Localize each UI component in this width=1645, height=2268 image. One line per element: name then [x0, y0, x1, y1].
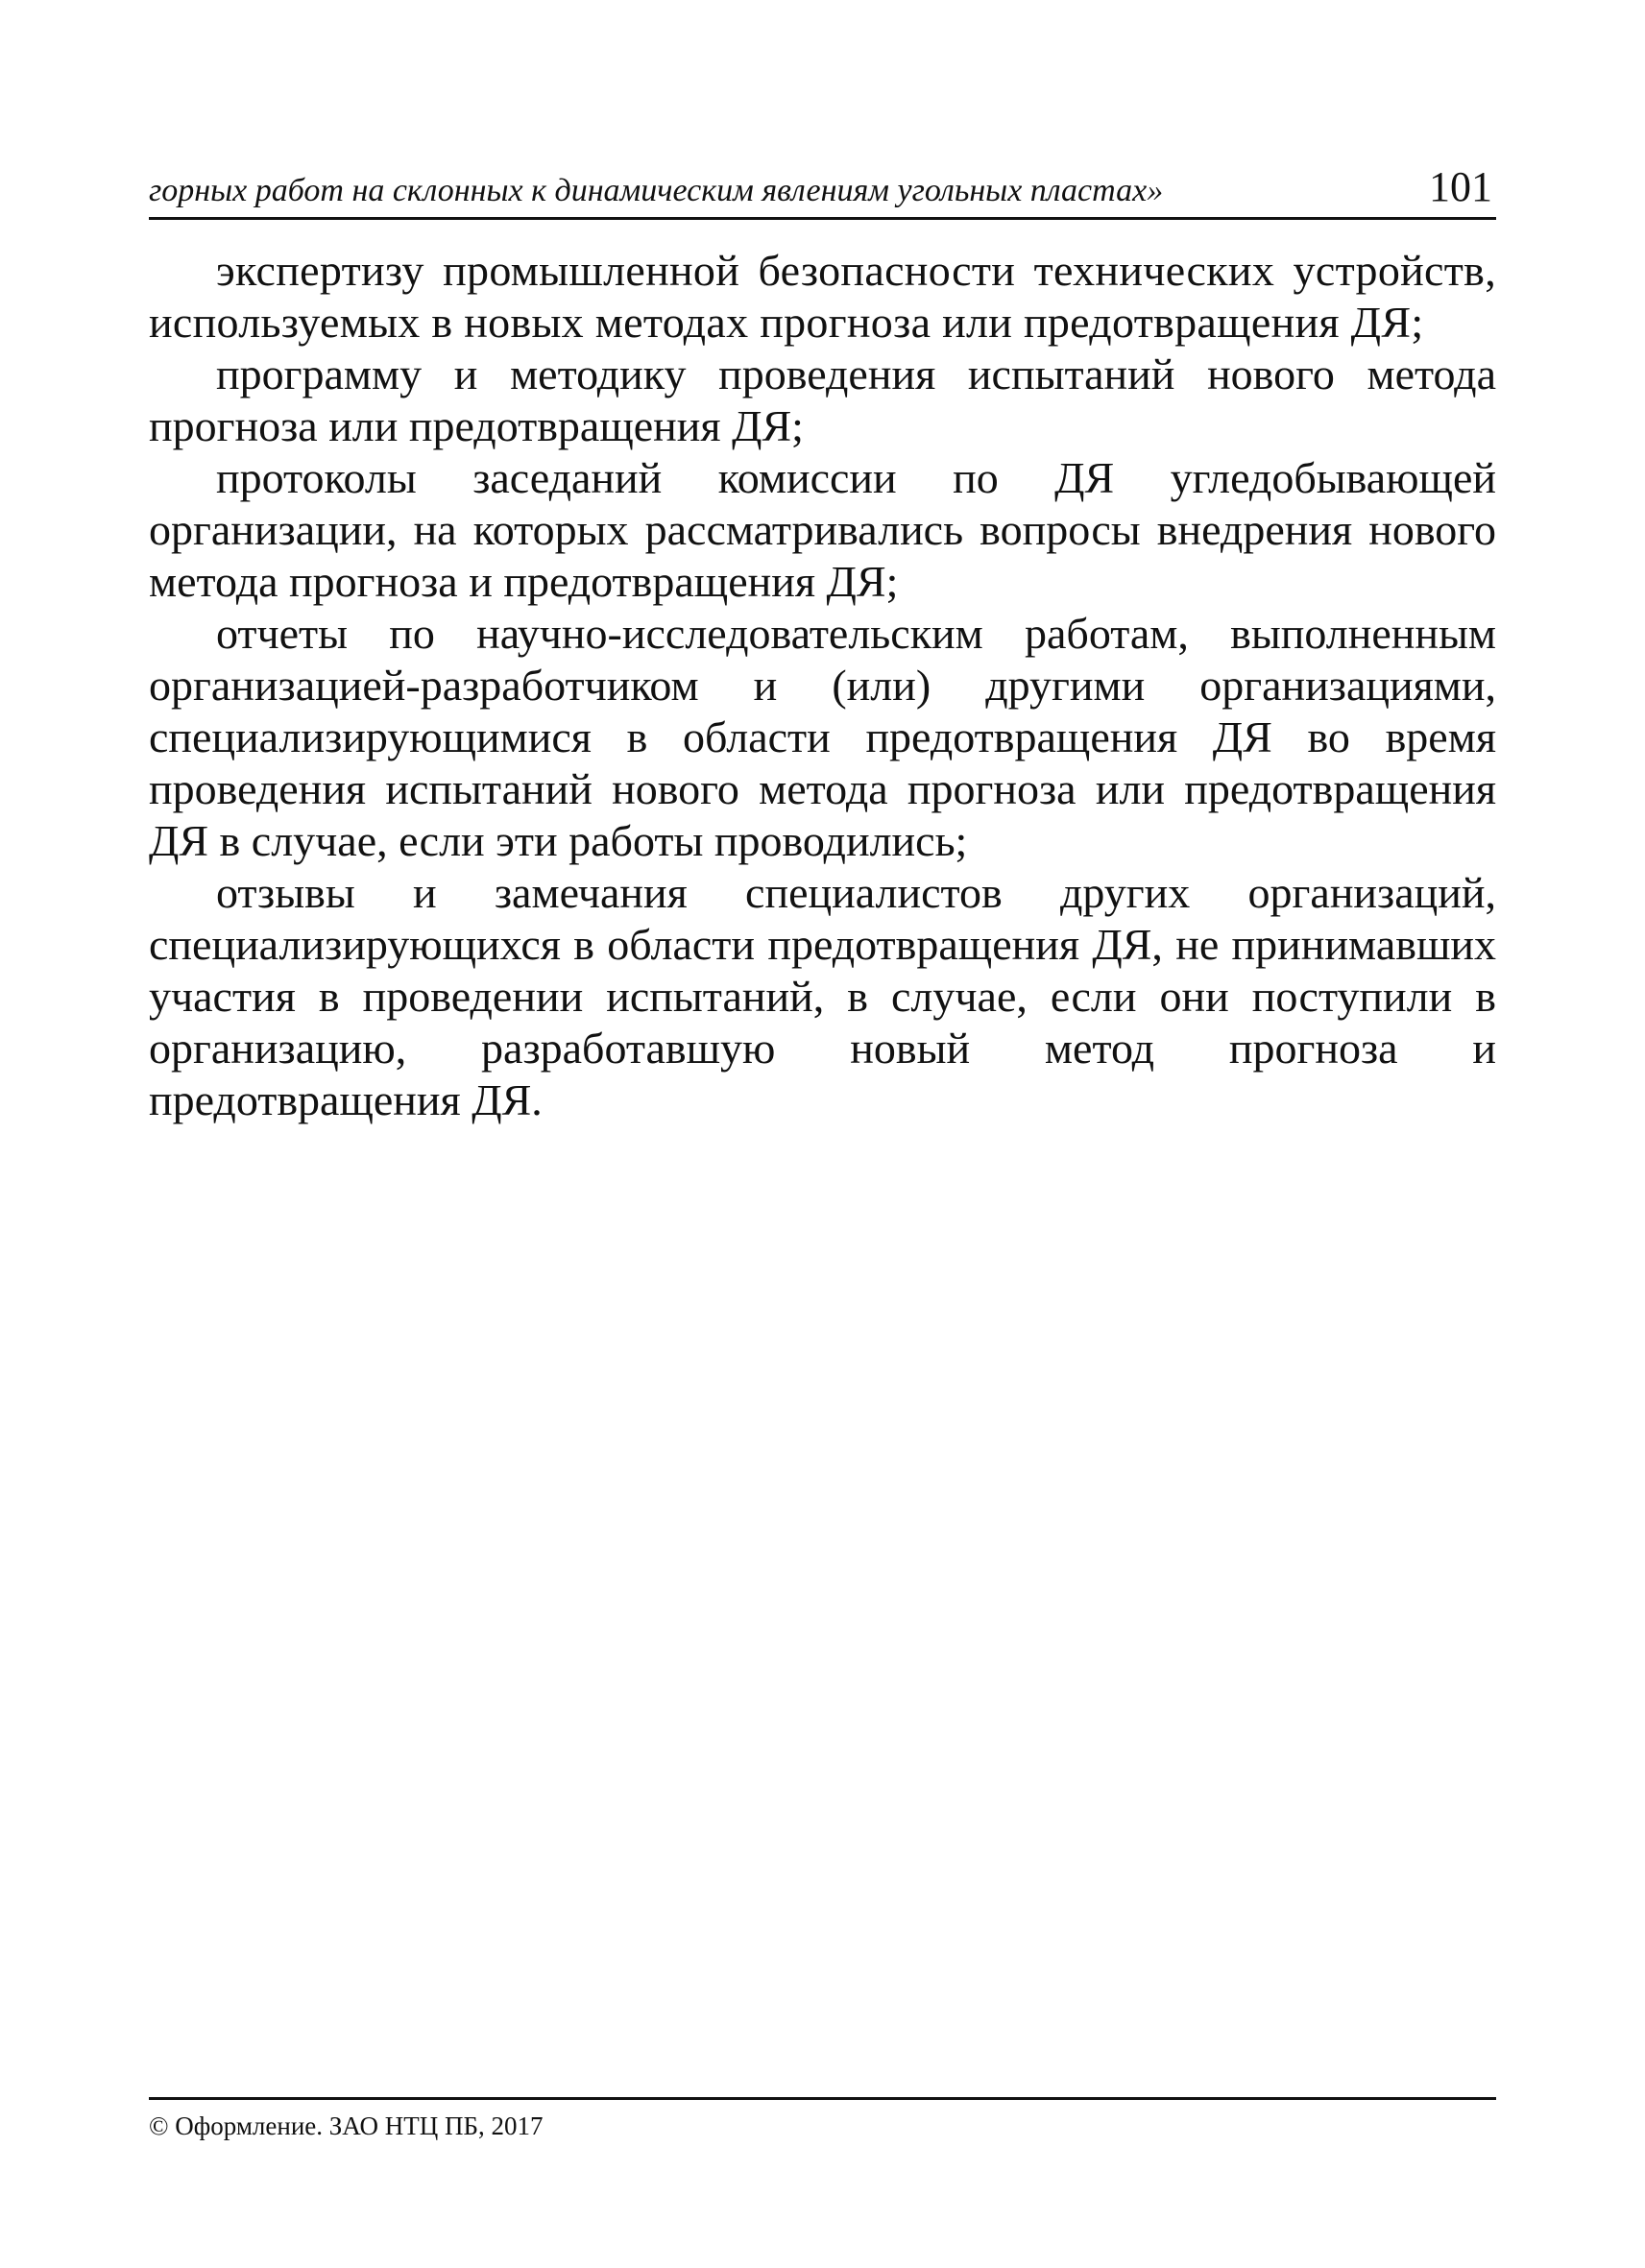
body-text [149, 245, 1496, 1126]
page-footer [149, 2097, 1496, 2141]
list-item: протоколы заседаний комиссии по ДЯ угледобывающей организации, на которых рассматривались вопросы внедрения нового метода прогноза и предотвращения ДЯ; [149, 453, 1496, 606]
list-item: отзывы и замечания специалистов других организаций, специализирующихся в области предотвращения ДЯ, не принимавших участия в проведении испытаний, в случае, если они поступили в организацию, разработавшую новый метод прогноза и предотвращения ДЯ. [149, 868, 1496, 1124]
list-item: программу и методику проведения испытаний нового метода прогноза или предотвращения ДЯ; [149, 350, 1496, 450]
copyright-notice: © Оформление. ЗАО НТЦ ПБ, 2017 [149, 2111, 544, 2140]
page-header [149, 163, 1496, 220]
running-title: горных работ на склонных к динамическим явлениям угольных пластах» [149, 173, 1164, 208]
list-item: экспертизу промышленной безопасности технических устройств, используемых в новых методах прогноза или предотвращения ДЯ; [149, 246, 1496, 347]
list-item: отчеты по научно-исследовательским работам, выполненным организацией-разработчиком и (или) другими организациями, специализирующимися в области предотвращения ДЯ во время проведения испытаний нового метода прогноза или предотвращения ДЯ в случае, если эти работы проводились; [149, 609, 1496, 865]
page-number: 101 [1429, 163, 1492, 210]
